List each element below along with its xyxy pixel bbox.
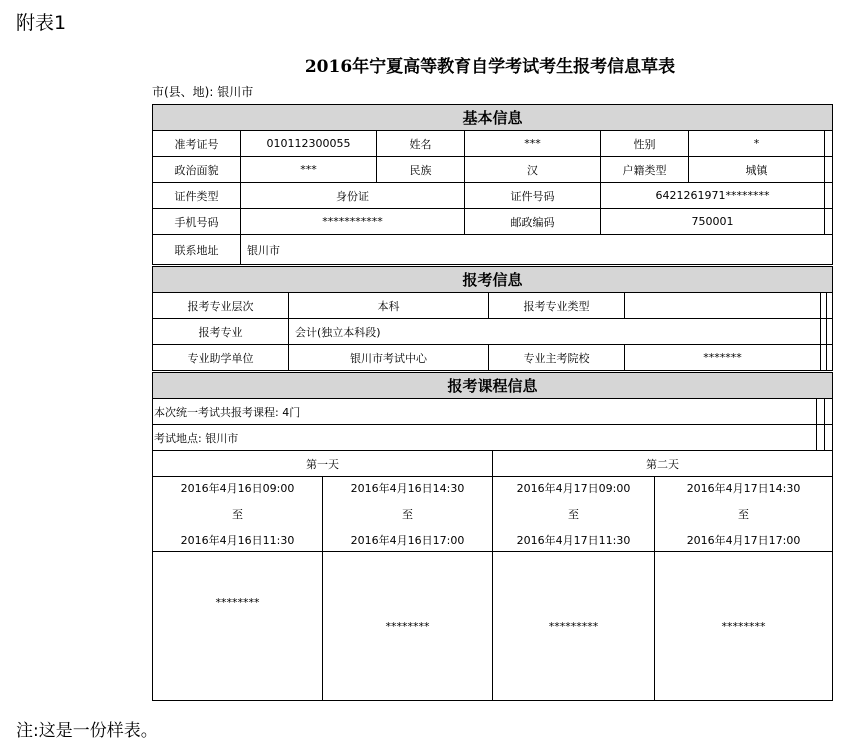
political-value: *** [241, 157, 377, 183]
ticket-value: 010112300055 [241, 131, 377, 157]
session-start: 2016年4月17日09:00 [516, 482, 631, 495]
session-to: 至 [568, 508, 579, 521]
session-time [153, 477, 323, 552]
spacer-cell [825, 399, 833, 425]
type-label: 报考专业类型 [489, 293, 625, 319]
spacer-cell [825, 157, 833, 183]
spacer-cell [825, 425, 833, 451]
spacer-cell [825, 183, 833, 209]
ticket-label: 准考证号 [153, 131, 241, 157]
region-line: 市(县、地): 银川市 [152, 85, 254, 99]
day-two-header: 第二天 [493, 451, 833, 477]
spacer-cell [827, 319, 833, 345]
session-end: 2016年4月17日17:00 [686, 534, 801, 547]
session-to: 至 [402, 508, 413, 521]
school-label: 专业主考院校 [489, 345, 625, 371]
type-value [625, 293, 821, 319]
household-label: 户籍类型 [601, 157, 689, 183]
session-course: ******** [655, 552, 833, 701]
application-info-table [152, 266, 833, 371]
spacer-cell [825, 209, 833, 235]
basic-info-header: 基本信息 [153, 105, 833, 131]
session-to: 至 [232, 508, 243, 521]
session-start: 2016年4月16日09:00 [180, 482, 295, 495]
phone-value: *********** [241, 209, 465, 235]
day-one-header: 第一天 [153, 451, 493, 477]
name-value: *** [465, 131, 601, 157]
footnote: 注:这是一份样表。 [16, 721, 158, 741]
session-time [493, 477, 655, 552]
spacer-cell [827, 345, 833, 371]
school-value: ******* [625, 345, 821, 371]
spacer-cell [825, 131, 833, 157]
unit-label: 专业助学单位 [153, 345, 289, 371]
session-to: 至 [738, 508, 750, 521]
spacer-cell [817, 399, 825, 425]
spacer-cell [817, 425, 825, 451]
postal-label: 邮政编码 [465, 209, 601, 235]
idnum-label: 证件号码 [465, 183, 601, 209]
basic-info-table [152, 104, 833, 265]
session-course: ******** [153, 552, 323, 701]
session-course: ******** [323, 552, 493, 701]
session-end: 2016年4月16日17:00 [350, 534, 465, 547]
gender-label: 性别 [601, 131, 689, 157]
gender-value: * [689, 131, 825, 157]
level-value: 本科 [289, 293, 489, 319]
phone-label: 手机号码 [153, 209, 241, 235]
level-label: 报考专业层次 [153, 293, 289, 319]
address-label: 联系地址 [153, 235, 241, 265]
idtype-value: 身份证 [241, 183, 465, 209]
session-end: 2016年4月16日11:30 [180, 534, 295, 547]
course-info-header: 报考课程信息 [153, 373, 833, 399]
postal-value: 750001 [601, 209, 825, 235]
session-time [655, 477, 833, 552]
form-title: 2016年宁夏高等教育自学考试考生报考信息草表 [304, 57, 676, 77]
political-label: 政治面貌 [153, 157, 241, 183]
session-end: 2016年4月17日11:30 [516, 534, 631, 547]
annex-label: 附表1 [16, 12, 67, 34]
idnum-value: 6421261971******** [601, 183, 825, 209]
session-start: 2016年4月16日14:30 [350, 482, 465, 495]
session-start: 2016年4月17日14:30 [686, 482, 801, 495]
idtype-label: 证件类型 [153, 183, 241, 209]
course-info-table [152, 372, 833, 701]
ethnic-value: 汉 [465, 157, 601, 183]
name-label: 姓名 [377, 131, 465, 157]
exam-location-line: 考试地点: 银川市 [153, 425, 817, 451]
address-value: 银川市 [241, 235, 833, 265]
session-time [323, 477, 493, 552]
application-info-header: 报考信息 [153, 267, 833, 293]
major-value: 会计(独立本科段) [289, 319, 821, 345]
unit-value: 银川市考试中心 [289, 345, 489, 371]
spacer-cell [827, 293, 833, 319]
session-course: ********* [493, 552, 655, 701]
ethnic-label: 民族 [377, 157, 465, 183]
major-label: 报考专业 [153, 319, 289, 345]
household-value: 城镇 [689, 157, 825, 183]
course-count-line: 本次统一考试共报考课程: 4门 [153, 399, 817, 425]
